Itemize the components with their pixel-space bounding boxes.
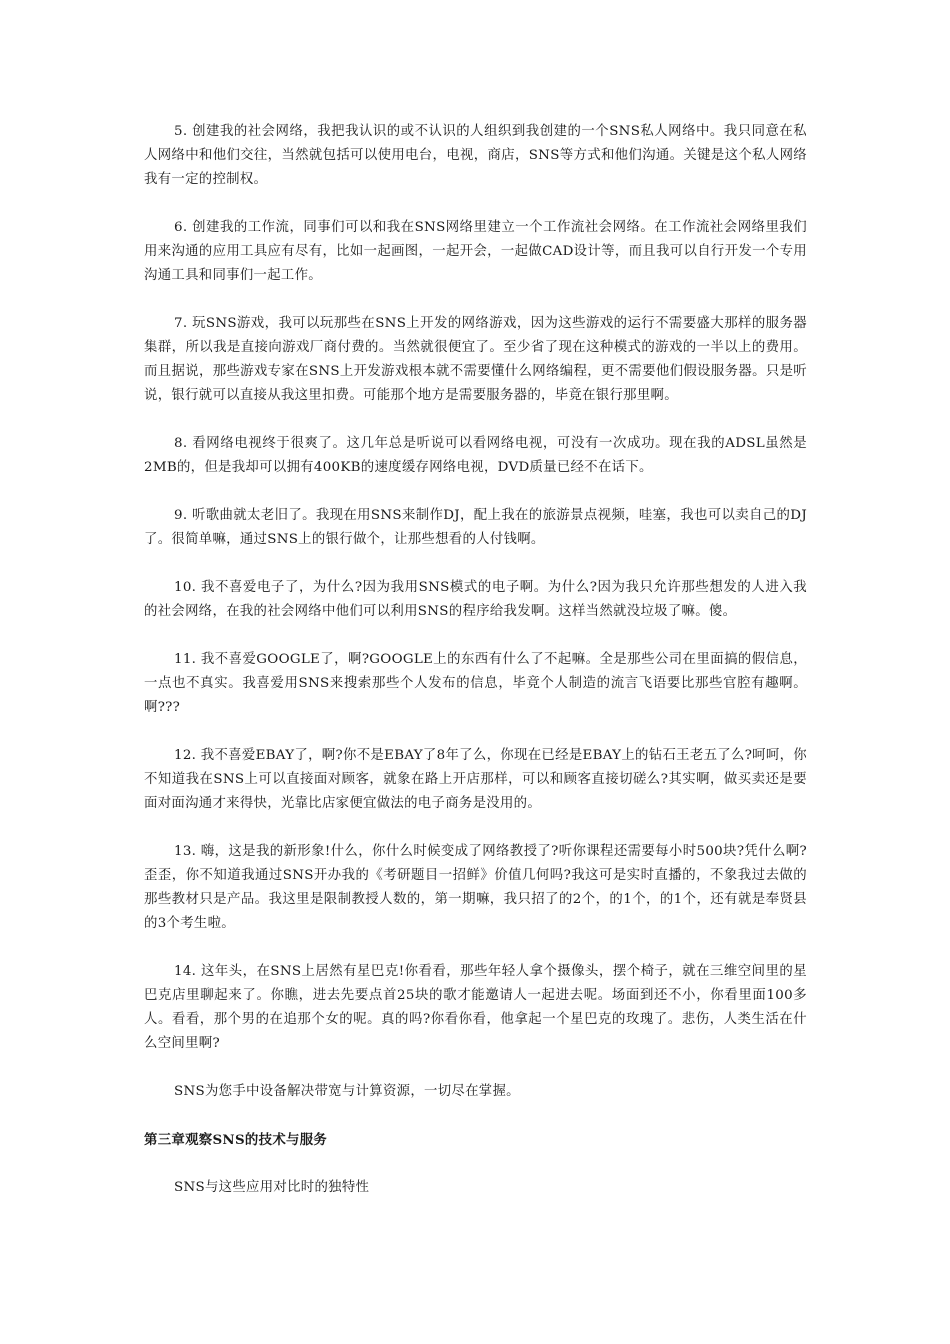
paragraph-item-10: 10. 我不喜爱电子了，为什么?因为我用SNS模式的电子啊。为什么?因为我只允许那些想发的人进入我的社会网络，在我的社会网络中他们可以利用SNS的程序给我发啊。这样当然就没垃圾了嘛。傻。 <box>144 580 807 619</box>
summary-paragraph: SNS为您手中设备解决带宽与计算资源，一切尽在掌握。 <box>174 1084 520 1099</box>
paragraph-item-5: 5. 创建我的社会网络，我把我认识的或不认识的人组织到我创建的一个SNS私人网络中。我只同意在私人网络中和他们交往，当然就包括可以使用电台，电视，商店，SNS等方式和他们沟通。关键是这个私人网络我有一定的控制权。 <box>144 124 807 187</box>
paragraph-item-12: 12. 我不喜爱EBAY了，啊?你不是EBAY了8年了么，你现在已经是EBAY上的钻石王老五了么?呵呵，你不知道我在SNS上可以直接面对顾客，就象在路上开店那样，可以和顾客直接切磋么?其实啊，做买卖还是要面对面沟通才来得快，光靠比店家便宜做法的电子商务是没用的。 <box>144 748 807 811</box>
chapter-heading: 第三章观察SNS的技术与服务 <box>144 1132 328 1148</box>
paragraph-item-7: 7. 玩SNS游戏，我可以玩那些在SNS上开发的网络游戏，因为这些游戏的运行不需要盛大那样的服务器集群，所以我是直接向游戏厂商付费的。当然就很便宜了。至少省了现在这种模式的游戏的一半以上的费用。而且据说，那些游戏专家在SNS上开发游戏根本就不需要懂什么网络编程，更不需要他们假设服务器。只是听说，银行就可以直接从我这里扣费。可能那个地方是需要服务器的，毕竟在银行那里啊。 <box>144 316 807 403</box>
paragraph-item-11: 11. 我不喜爱GOOGLE了，啊?GOOGLE上的东西有什么了不起嘛。全是那些公司在里面搞的假信息，一点也不真实。我喜爱用SNS来搜索那些个人发布的信息，毕竟个人制造的流言飞语要比那些官腔有趣啊。啊??? <box>144 652 807 715</box>
paragraph-item-14: 14. 这年头，在SNS上居然有星巴克!你看看，那些年轻人拿个摄像头，摆个椅子，就在三维空间里的星巴克店里聊起来了。你瞧，进去先要点首25块的歌才能邀请人一起进去呢。场面到还不小，你看里面100多人。看看，那个男的在追那个女的呢。真的吗?你看你看，他拿起一个星巴克的玫瑰了。悲伤，人类生活在什么空间里啊? <box>144 964 807 1051</box>
paragraph-item-9: 9. 听歌曲就太老旧了。我现在用SNS来制作DJ，配上我在的旅游景点视频，哇塞，我也可以卖自己的DJ了。很简单嘛，通过SNS上的银行做个，让那些想看的人付钱啊。 <box>144 508 807 547</box>
paragraph-item-8: 8. 看网络电视终于很爽了。这几年总是听说可以看网络电视，可没有一次成功。现在我的ADSL虽然是2MB的，但是我却可以拥有400KB的速度缓存网络电视，DVD质量已经不在话下。 <box>144 436 807 475</box>
document-page <box>144 120 807 1200</box>
paragraph-item-13: 13. 嗨，这是我的新形象!什么，你什么时候变成了网络教授了?听你课程还需要每小时500块?凭什么啊?歪歪，你不知道我通过SNS开办我的《考研题目一招鲜》价值几何吗?我这可是实时直播的，不象我过去做的那些教材只是产品。我这里是限制教授人数的，第一期嘛，我只招了的2个，的1个，的1个，还有就是奉贤县的3个考生啦。 <box>144 844 807 931</box>
section-subtitle: SNS与这些应用对比时的独特性 <box>174 1180 370 1195</box>
paragraph-item-6: 6. 创建我的工作流，同事们可以和我在SNS网络里建立一个工作流社会网络。在工作流社会网络里我们用来沟通的应用工具应有尽有，比如一起画图，一起开会，一起做CAD设计等，而且我可以自行开发一个专用沟通工具和同事们一起工作。 <box>144 220 807 283</box>
